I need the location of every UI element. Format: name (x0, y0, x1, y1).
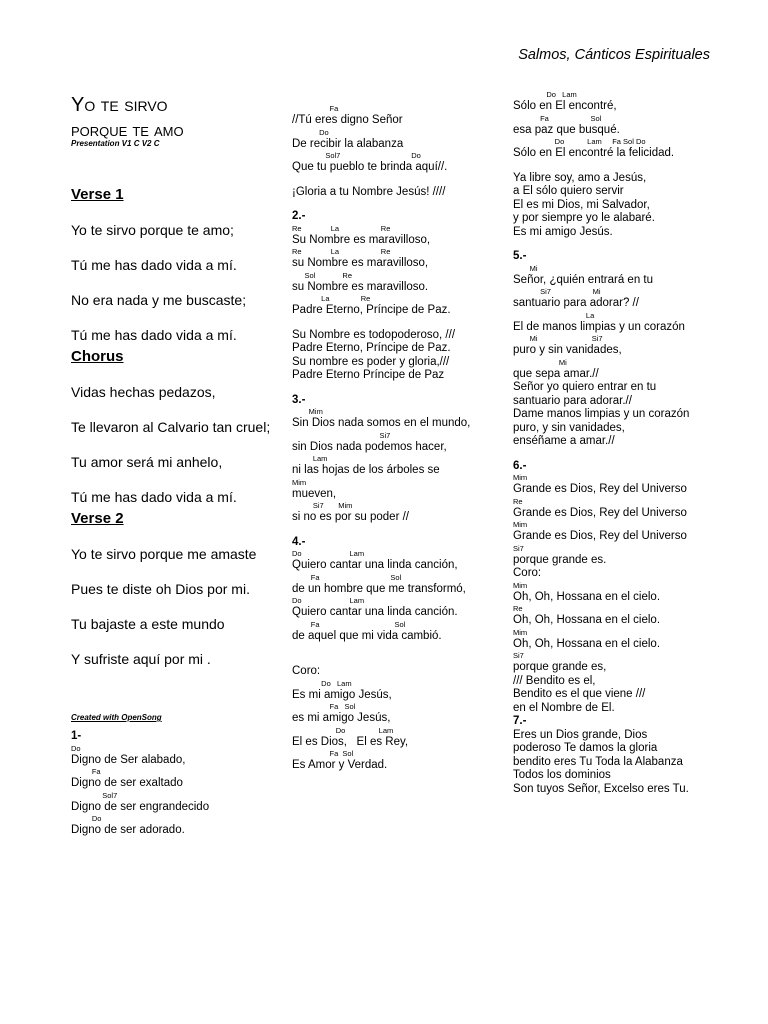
lyric-line: El es mi Dios, mi Salvador, (513, 198, 650, 211)
spacer (292, 318, 502, 329)
lyric-line: Oh, Oh, Hossana en el cielo. (513, 614, 661, 626)
chord-line: Re (513, 496, 523, 506)
spacer (292, 654, 502, 665)
spacer (513, 449, 723, 460)
lyric-line: Grande es Dios, Rey del Universo (513, 506, 687, 519)
song-number: 4.- (292, 535, 306, 548)
lyric-line: su Nombre es maravilloso, (292, 257, 429, 269)
spacer (292, 175, 502, 186)
lyric-line: Coro: (292, 665, 321, 677)
lyric-line: Señor yo quiero entrar en tu (513, 381, 657, 393)
lyric-line: Coro: (513, 567, 542, 579)
lyric-line: Es mi amigo Jesús. (513, 225, 613, 238)
lyric-line: y por siempre yo le alabaré. (513, 212, 655, 224)
chord-line: Si7 (513, 543, 524, 553)
lyric-line: santuario para adorar? // (513, 297, 639, 309)
verse1-line: Tú me has dado vida a mí. (71, 327, 237, 343)
chorus-heading: Chorus (71, 348, 124, 365)
lyric-line: Su Nombre es todopoderoso, /// (292, 328, 456, 341)
chord-line: Do (71, 743, 81, 753)
lyric-line: si no es por su poder // (292, 511, 409, 523)
lyric-line: Sólo en El encontré la felicidad. (513, 147, 675, 159)
lyric-line: puro, y sin vanidades, (513, 421, 625, 434)
verse2-line: Y sufriste aquí por mi . (71, 651, 211, 667)
chord-line: Fa Sol (513, 113, 602, 123)
chord-line: La Re (292, 294, 371, 303)
chord-line: Do Lam (513, 90, 577, 99)
lyric-line: Digno de ser exaltado (71, 777, 183, 789)
lyric-line: poderoso Te damos la gloria (513, 742, 658, 754)
song-sheet-col1 (71, 730, 276, 838)
lyric-line: Sólo en El encontré, (513, 100, 617, 112)
lyric-line: a El sólo quiero servir (513, 185, 624, 197)
chord-line: Do Lam (292, 596, 365, 605)
lyric-line: El de manos limpias y un corazón (513, 320, 685, 333)
column-left (71, 92, 276, 838)
spacer (513, 161, 723, 172)
lyric-line: mueven, (292, 487, 337, 500)
chord-line: Mim (513, 520, 528, 529)
chord-line: Si7 Mim (292, 501, 353, 510)
lyric-line: /// Bendito es el, (513, 674, 596, 687)
chord-line: La (513, 310, 595, 320)
page-header: Salmos, Cánticos Espirituales (518, 47, 710, 63)
chord-line: Si7 (292, 430, 391, 440)
lyric-line: Digno de Ser alabado, (71, 753, 186, 766)
verse1-line: No era nada y me buscaste; (71, 292, 247, 308)
chord-line: Mi (513, 263, 538, 273)
chord-line: Mim (292, 407, 323, 416)
chord-line: Si7 Mi (513, 287, 601, 296)
lyric-line: porque grande es. (513, 553, 607, 566)
chord-line: Mim (513, 580, 528, 590)
chord-line: Si7 (513, 651, 524, 660)
chord-line: Do Lam (292, 549, 365, 558)
song-number: 7.- (513, 715, 527, 727)
lyric-line: puro y sin vanidades, (513, 344, 622, 356)
song-title-line2: porque te amo (71, 120, 184, 140)
lyric-line: en el Nombre de El. (513, 701, 615, 714)
verse1-heading: Verse 1 (71, 186, 124, 203)
lyric-line: Ya libre soy, amo a Jesús, (513, 171, 647, 184)
song-number: 6.- (513, 459, 527, 472)
spacer (292, 383, 502, 394)
lyric-line: Es mi amigo Jesús, (292, 688, 392, 701)
lyric-line: sin Dios nada podemos hacer, (292, 440, 447, 453)
chord-line: Fa Sol (292, 749, 354, 758)
lyric-line: Padre Eterno, Príncipe de Paz. (292, 304, 451, 316)
lyric-line: Quiero cantar una linda canción. (292, 606, 458, 618)
verse2-line: Tu bajaste a este mundo (71, 616, 225, 632)
lyric-line: Bendito es el que viene /// (513, 688, 646, 700)
song-number: 2.- (292, 210, 306, 222)
presentation-order: Presentation V1 C V2 C (71, 139, 160, 148)
lyric-line: santuario para adorar.// (513, 394, 632, 407)
column-middle (292, 104, 502, 773)
lyric-line: Padre Eterno Príncipe de Paz (292, 369, 445, 381)
lyric-line: es mi amigo Jesús, (292, 712, 391, 724)
lyric-line: Eres un Dios grande, Dios (513, 728, 648, 741)
lyric-line: El es Dios, El es Rey, (292, 735, 409, 748)
lyric-line: De recibir la alabanza (292, 137, 404, 150)
lyric-line: Es Amor y Verdad. (292, 759, 388, 771)
lyric-line: Grande es Dios, Rey del Universo (513, 530, 687, 542)
lyric-line: Digno de ser adorado. (71, 824, 185, 836)
chord-line: Mim (292, 477, 307, 487)
lyric-line: Señor, ¿quién entrará en tu (513, 273, 654, 286)
song-title-line1: Yo te sirvo (71, 94, 168, 116)
lyric-line: esa paz que busqué. (513, 123, 620, 136)
lyric-line: Sin Dios nada somos en el mundo, (292, 417, 471, 429)
chord-line: Sol Re (292, 270, 353, 280)
lyric-line: ¡Gloria a tu Nombre Jesús! //// (292, 185, 446, 198)
chord-line: Fa (71, 767, 101, 776)
lyric-line: Oh, Oh, Hossana en el cielo. (513, 590, 661, 603)
lyric-line: Padre Eterno, Príncipe de Paz. (292, 342, 451, 354)
chorus-line: Tu amor será mi anhelo, (71, 454, 223, 470)
verse1-line: Tú me has dado vida a mí. (71, 257, 237, 273)
chord-line: Fa Sol (292, 702, 356, 711)
chord-line: Re La Re (292, 247, 391, 256)
lyric-line: Todos los dominios (513, 769, 611, 781)
lyric-line: bendito eres Tu Toda la Alabanza (513, 755, 683, 768)
verse2-line: Pues te diste oh Dios por mi. (71, 581, 250, 597)
lyric-line: que sepa amar.// (513, 367, 599, 380)
lyric-line: Su Nombre es maravilloso, (292, 233, 431, 246)
lyric-line: su Nombre es maravilloso. (292, 280, 429, 293)
lyric-line: Oh, Oh, Hossana en el cielo. (513, 637, 661, 650)
spacer (292, 525, 502, 536)
chord-line: Mim (513, 473, 528, 482)
lyric-line: de aquel que mi vida cambió. (292, 629, 442, 642)
chord-line: Do (292, 127, 329, 137)
chord-line: Do Lam (292, 678, 352, 688)
lyric-line: Dame manos limpias y un corazón (513, 408, 690, 420)
song-number: 5.- (513, 250, 527, 262)
chorus-line: Vidas hechas pedazos, (71, 384, 216, 400)
chord-line: Mim (513, 627, 528, 637)
chorus-line: Tú me has dado vida a mí. (71, 489, 237, 505)
chord-line: Mi (513, 357, 567, 367)
verse2-line: Yo te sirvo porque me amaste (71, 546, 257, 562)
chord-line: Sol7 Do (292, 151, 421, 160)
lyric-line: Son tuyos Señor, Excelso eres Tu. (513, 782, 689, 795)
spacer (292, 643, 502, 654)
chord-line: Mi Si7 (513, 334, 603, 343)
column-right (513, 90, 723, 796)
lyric-line: Quiero cantar una linda canción, (292, 559, 458, 571)
chord-line: Fa Sol (292, 619, 406, 629)
chord-line: Re (513, 604, 523, 613)
song-number: 3.- (292, 393, 306, 406)
chord-line: Do Lam (292, 725, 394, 735)
created-with-note: Created with OpenSong (71, 713, 162, 722)
lyric-line: Grande es Dios, Rey del Universo (513, 483, 687, 495)
lyric-line: //Tú eres digno Señor (292, 114, 403, 126)
lyric-line: Digno de ser engrandecido (71, 800, 210, 813)
chord-line: Sol7 (71, 790, 118, 800)
spacer (513, 239, 723, 250)
lyric-line: porque grande es, (513, 661, 607, 673)
lyric-line: de un hombre que me transformó, (292, 582, 466, 595)
chord-line: Lam (292, 454, 328, 463)
chord-line: Do Lam Fa Sol Do (513, 137, 646, 146)
lyric-line: enséñame a amar.// (513, 435, 615, 447)
chord-line: Re La Re (292, 223, 391, 233)
chord-line: Do (71, 814, 102, 823)
verse2-heading: Verse 2 (71, 510, 124, 527)
chord-line: Fa Sol (292, 572, 402, 582)
spacer (292, 199, 502, 210)
chord-line: Fa (292, 104, 339, 113)
lyric-line: ni las hojas de los árboles se (292, 464, 440, 476)
lyric-line: Su nombre es poder y gloria,/// (292, 355, 450, 368)
verse1-line: Yo te sirvo porque te amo; (71, 222, 234, 238)
lyric-line: Que tu pueblo te brinda aquí//. (292, 161, 448, 173)
song-number: 1- (71, 730, 82, 742)
chorus-line: Te llevaron al Calvario tan cruel; (71, 419, 271, 435)
